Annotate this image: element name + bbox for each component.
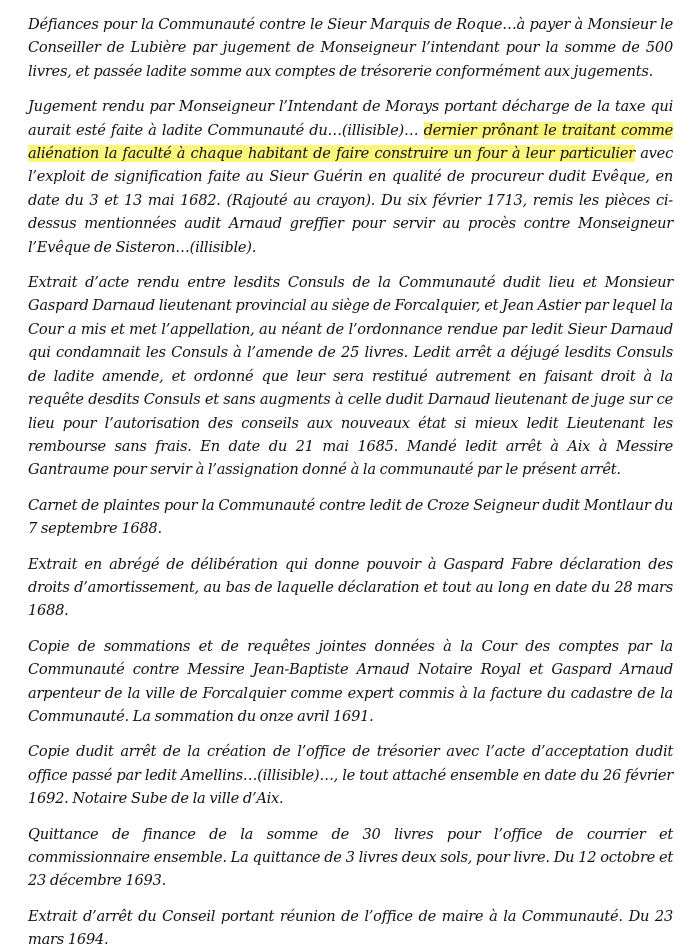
paragraph-9 <box>28 905 673 952</box>
paragraph-text: Quittance de finance de la somme de 30 livres pour l’office de courrier et commissionnaire ensemble. La quittance de 3 livres deux sols, pour livre. Du 12 octobre et 23 décembre 1693. <box>28 825 673 890</box>
paragraph-4 <box>28 494 673 541</box>
paragraph-text: Copie de sommations et de requêtes jointes données à la Cour des comptes par la Communauté contre Messire Jean-Baptiste Arnaud Notaire Royal et Gaspard Arnaud arpenteur de la ville de Forcalquier comme expert commis à la facture du cadastre de la Communauté. La sommation du onze avril 1691. <box>28 637 673 725</box>
paragraph-6 <box>28 635 673 729</box>
paragraph-text: avec l’exploit de signification faite au Sieur Guérin en qualité de procureur dudit Evêque, en date du 3 et 13 mai 1682. (Rajouté au crayon). Du six février 1713, remis les pièces ci-dessus mentionnées audit Arnaud greffier pour servir au procès contre Monseigneur l’Evêque de Sisteron…(illisible). <box>28 145 673 256</box>
paragraph-text: Copie dudit arrêt de la création de l’office de trésorier avec l’acte d’acceptation dudit office passé par ledit Amellins…(illisible)…, le tout attaché ensemble en date du 26 février 1692. Notaire Sube de la ville d’Aix. <box>28 743 673 808</box>
paragraph-3 <box>28 271 673 482</box>
paragraph-text: Extrait d’acte rendu entre lesdits Consuls de la Communauté dudit lieu et Monsieur Gaspard Darnaud lieutenant provincial au siège de Forcalquier, et Jean Astier par lequel la Cour a mis et met l’appellation, au néant de l’ordonnance rendue par ledit Sieur Darnaud qui condamnait les Consuls à l’amende de 25 livres. Ledit arrêt a déjugé lesdits Consuls de ladite amende, et ordonné que leur sera restitué autrement en faisant droit à la requête desdits Consuls et sans augments à celle dudit Darnaud lieutenant de juge sur ce lieu pour l’autorisation des conseils aux nouveaux état si mieux ledit Lieutenant les rembourse sans frais. En date du 21 mai 1685. Mandé ledit arrêt à Aix à Messire Gantraume pour servir à l’assignation donné à la communauté par le présent arrêt. <box>28 274 673 479</box>
paragraph-text: Défiances pour la Communauté contre le Sieur Marquis de Roque…à payer à Monsieur le Conseiller de Lubière par jugement de Monseigneur l’intendant pour la somme de 500 livres, et passée ladite somme aux comptes de trésorerie conformément aux jugements. <box>28 16 673 80</box>
paragraph-text: Jugement rendu par Monseigneur l’Intendant de Morays portant décharge de la taxe qui aurait esté faite à ladite Communauté du…(illisible)… <box>28 98 673 139</box>
paragraph-text: Extrait d’arrêt du Conseil portant réunion de l’office de maire à la Communauté. Du 23 mars 1694. <box>28 907 673 949</box>
paragraph-2 <box>28 95 673 259</box>
paragraph-text: Carnet de plaintes pour la Communauté contre ledit de Croze Seigneur dudit Montlaur du 7 septembre 1688. <box>28 496 673 538</box>
paragraph-5 <box>28 553 673 623</box>
paragraph-7 <box>28 740 673 810</box>
paragraph-8 <box>28 823 673 893</box>
paragraph-text: Extrait en abrégé de délibération qui donne pouvoir à Gaspard Fabre déclaration des droits d’amortissement, au bas de laquelle déclaration et tout au long en date du 28 mars 1688. <box>28 555 673 620</box>
paragraph-1 <box>28 13 673 83</box>
highlighted-text: dernier prônant le traitant comme aliénation la faculté à chaque habitant de faire construire un four à leur particulier <box>28 121 673 163</box>
